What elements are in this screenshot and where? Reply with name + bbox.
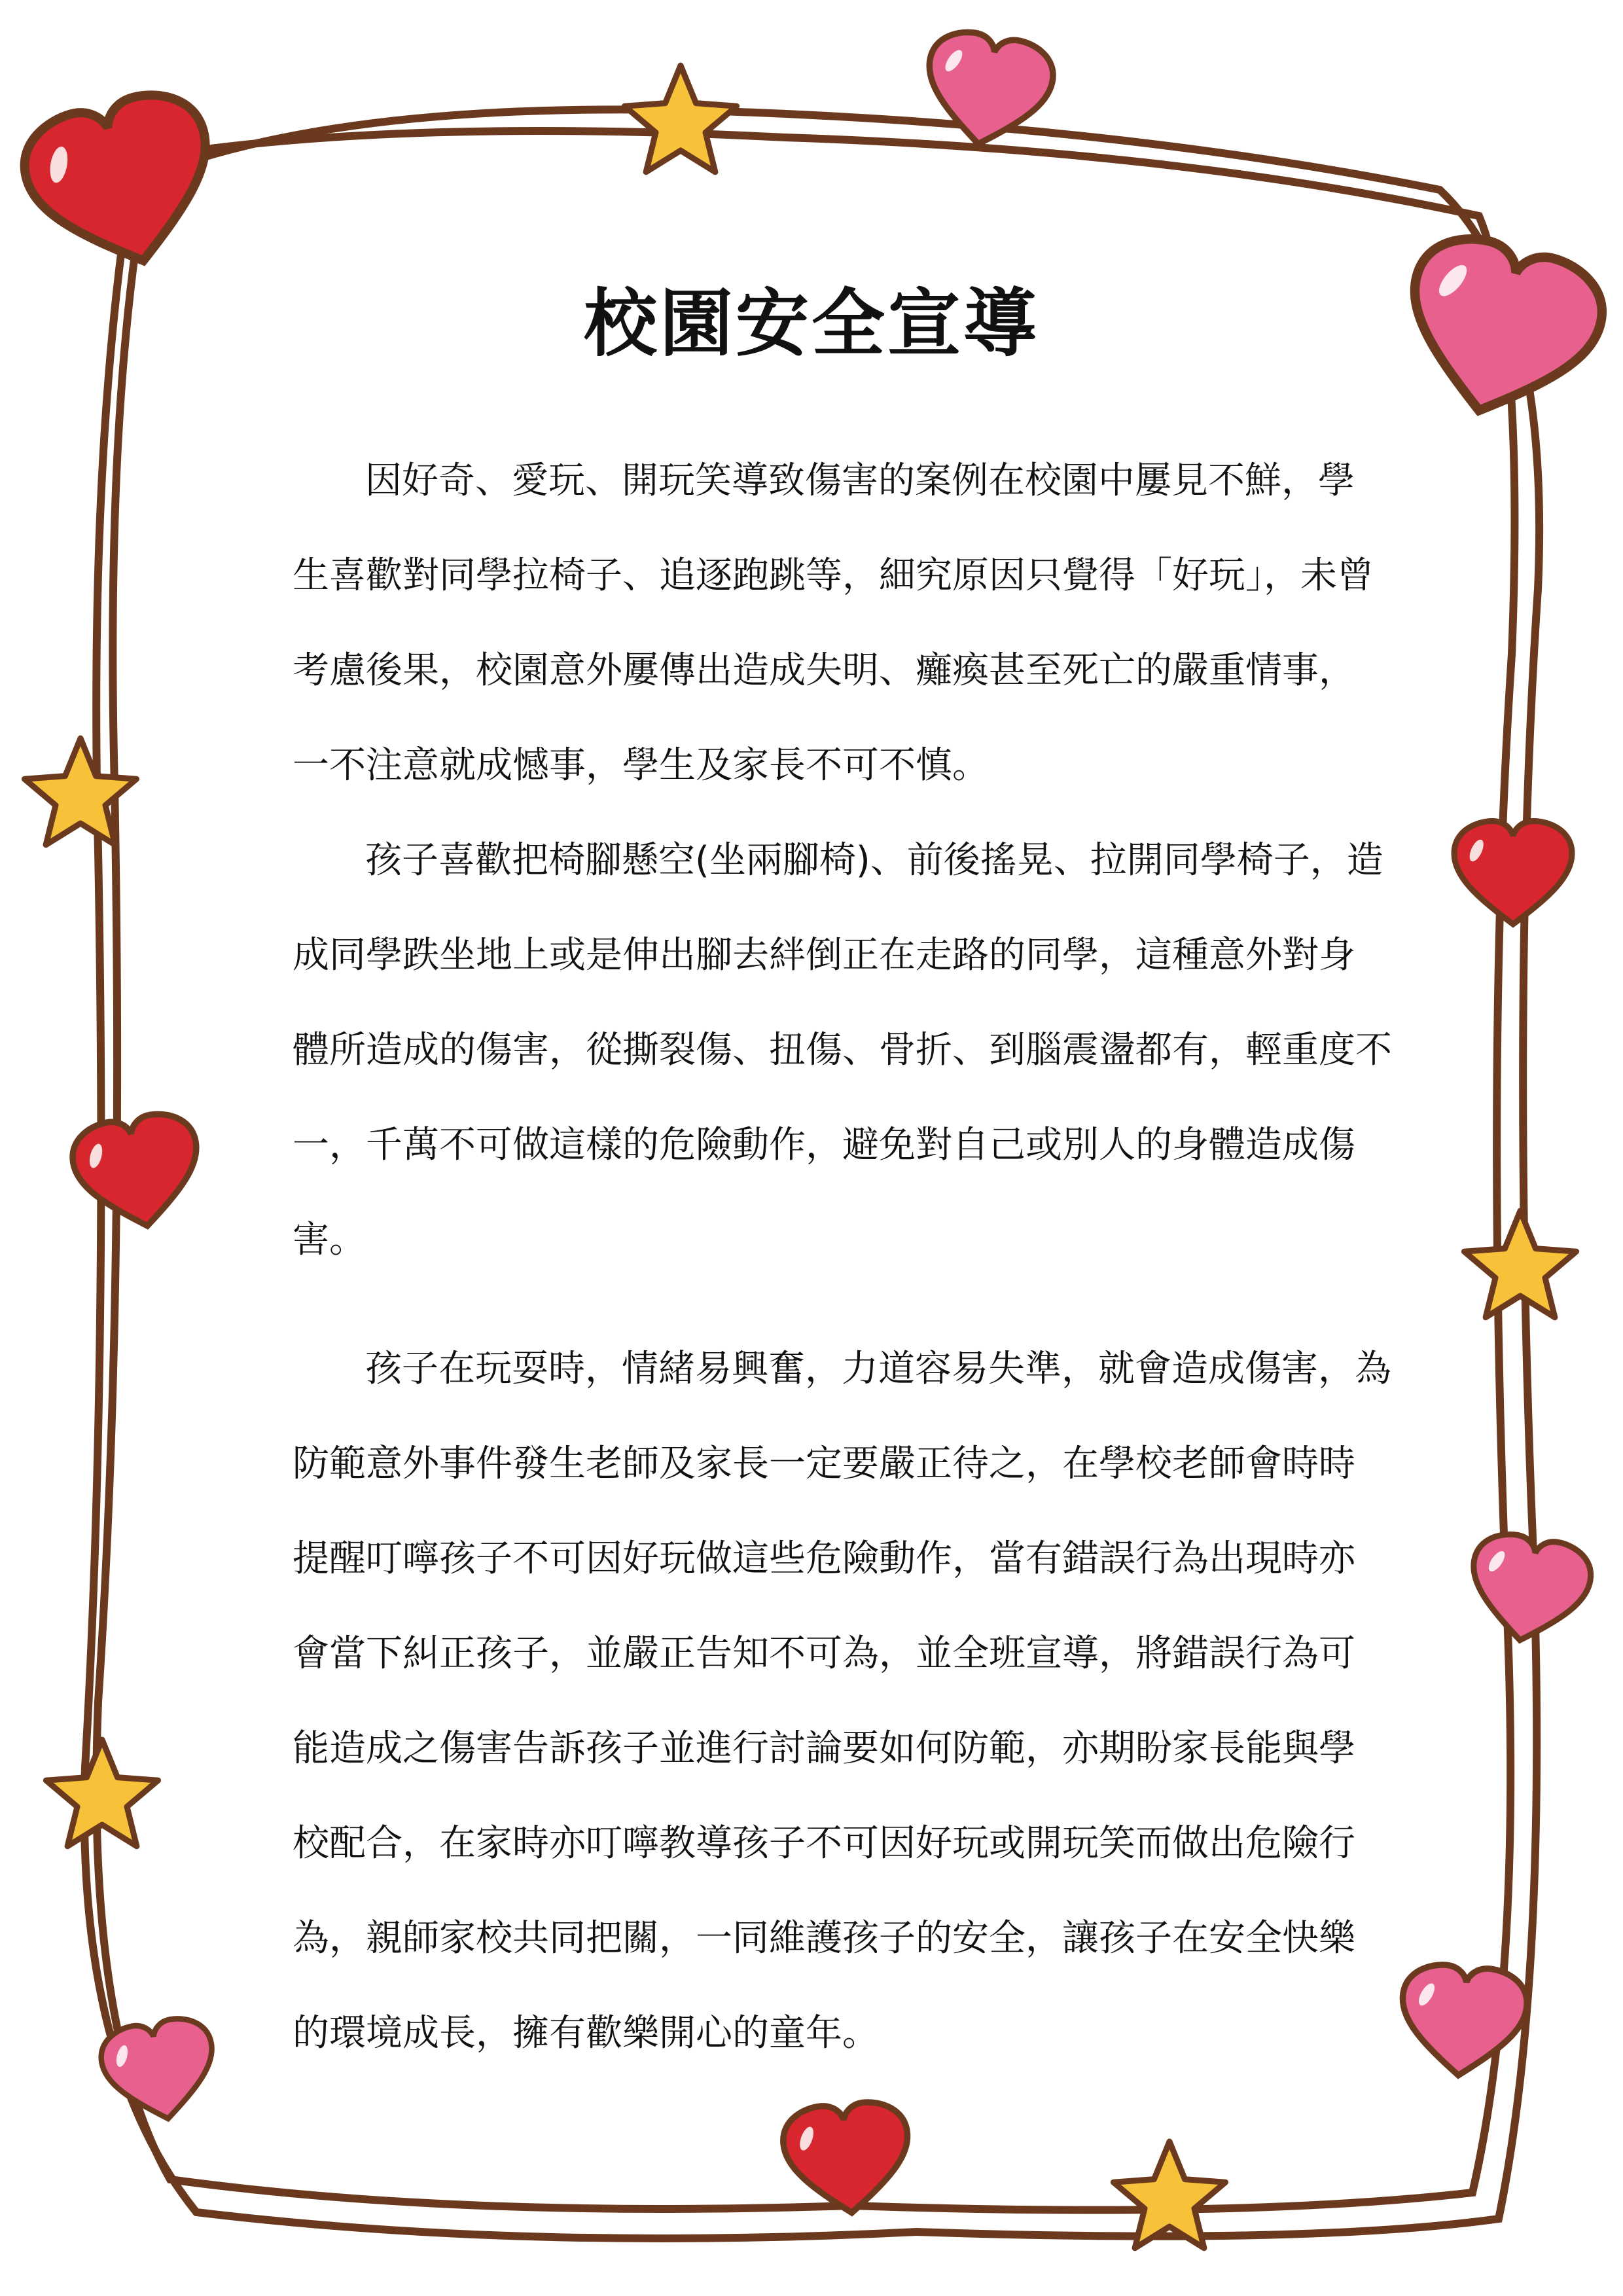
page-title: 校園安全宣導: [584, 281, 1039, 367]
paragraph-line: 孩子在玩耍時，情緒易興奮，力道容易失準，就會造成傷害，為: [365, 1348, 1391, 1390]
paragraph-line: 因好奇、愛玩、開玩笑導致傷害的案例在校園中屢見不鮮，學: [365, 459, 1355, 502]
paragraph-line: 為，親師家校共同把關，一同維護孩子的安全，讓孩子在安全快樂: [293, 1917, 1355, 1960]
paragraph-line: 體所造成的傷害，從撕裂傷、扭傷、骨折、到腦震盪都有，輕重度不: [293, 1029, 1392, 1071]
heart-icon: [780, 2099, 914, 2218]
paragraph-line: 考慮後果，校園意外屢傳出造成失明、癱瘓甚至死亡的嚴重情事，: [293, 649, 1355, 692]
star-icon: [1464, 1211, 1576, 1318]
heart-icon: [96, 2013, 223, 2128]
paragraph-line: 一，千萬不可做這樣的危險動作，避免對自己或別人的身體造成傷: [293, 1124, 1355, 1166]
heart-icon: [917, 26, 1058, 155]
heart-icon: [1397, 1962, 1530, 2081]
paragraph-line: 害。: [293, 1219, 366, 1261]
paragraph-line: 成同學跌坐地上或是伸出腳去絆倒正在走路的同學，這種意外對身: [293, 934, 1355, 977]
star-icon: [46, 1740, 158, 1846]
paragraph-line: 防範意外事件發生老師及家長一定要嚴正待之，在學校老師會時時: [293, 1443, 1355, 1485]
heart-icon: [1454, 821, 1572, 925]
paragraph-line: 提醒叮嚀孩子不可因好玩做這些危險動作，當有錯誤行為出現時亦: [293, 1537, 1355, 1580]
paragraph-line: 會當下糾正孩子，並嚴正告知不可為，並全班宣導，將錯誤行為可: [293, 1632, 1355, 1675]
paragraph-line: 一不注意就成憾事，學生及家長不可不慎。: [293, 744, 989, 787]
paragraph-line: 校配合，在家時亦叮嚀教導孩子不可因好玩或開玩笑而做出危險行: [293, 1822, 1355, 1865]
heart-icon: [1462, 1528, 1596, 1650]
heart-icon: [67, 1108, 209, 1237]
star-icon: [624, 65, 736, 172]
heart-icon: [13, 82, 232, 284]
paragraph-line: 的環境成長，擁有歡樂開心的童年。: [293, 2012, 879, 2054]
paragraph-line: 生喜歡對同學拉椅子、追逐跑跳等，細究原因只覺得「好玩」，未曾: [293, 554, 1374, 597]
star-icon: [24, 738, 136, 845]
paragraph-line: 能造成之傷害告訴孩子並進行討論要如何防範，亦期盼家長能與學: [293, 1727, 1355, 1770]
paragraph-line: 孩子喜歡把椅腳懸空(坐兩腳椅)、前後搖晃、拉開同學椅子，造: [365, 839, 1383, 882]
